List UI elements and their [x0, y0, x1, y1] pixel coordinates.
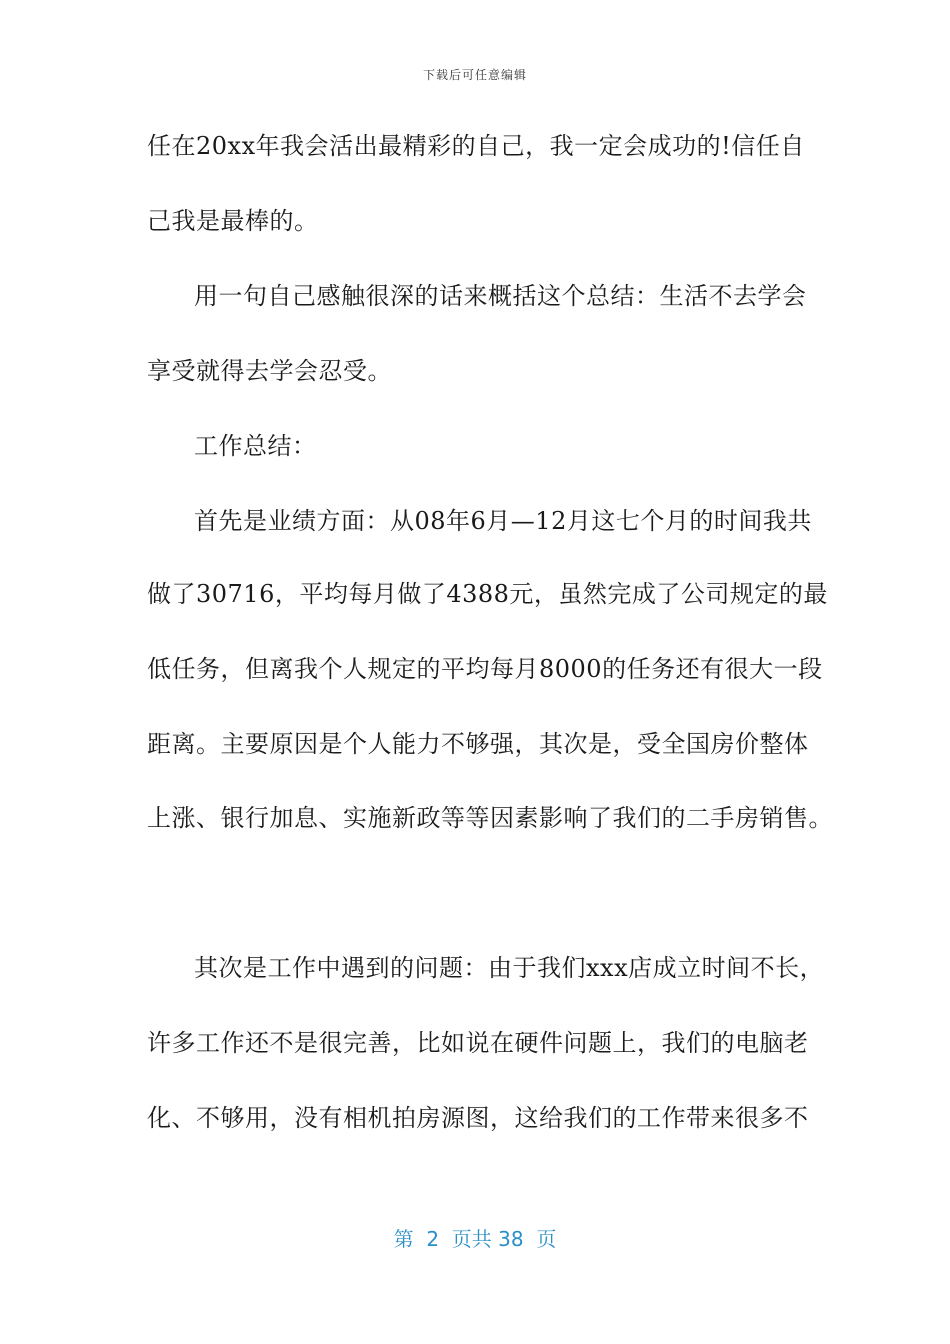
body-line-3: 用一句自己感触很深的话来概括这个总结：生活不去学会 [194, 282, 807, 310]
body-line-11: 其次是工作中遇到的问题：由于我们xxx店成立时间不长， [194, 954, 825, 982]
body-line-2: 己我是最棒的。 [147, 207, 319, 235]
body-line-10: 上涨、银行加息、实施新政等等因素影响了我们的二手房销售。 [147, 804, 833, 832]
body-line-12: 许多工作还不是很完善，比如说在硬件问题上，我们的电脑老 [147, 1029, 809, 1057]
body-line-6: 首先是业绩方面：从08年6月—12月这七个月的时间我共 [194, 507, 812, 535]
body-line-8: 低任务，但离我个人规定的平均每月8000的任务还有很大一段 [147, 655, 823, 683]
page-number-footer: 第 2 页共 38 页 [393, 1227, 557, 1251]
section-heading-work-summary: 工作总结： [194, 432, 317, 460]
body-line-4: 享受就得去学会忍受。 [147, 357, 392, 385]
body-line-13: 化、不够用，没有相机拍房源图，这给我们的工作带来很多不 [147, 1104, 809, 1132]
page-header: 下载后可任意编辑 [422, 68, 527, 82]
body-line-7: 做了30716，平均每月做了4388元，虽然完成了公司规定的最 [147, 580, 828, 608]
body-line-9: 距离。主要原因是个人能力不够强，其次是，受全国房价整体 [147, 730, 809, 758]
body-line-1: 任在20xx年我会活出最精彩的自己，我一定会成功的!信任自 [147, 132, 805, 160]
